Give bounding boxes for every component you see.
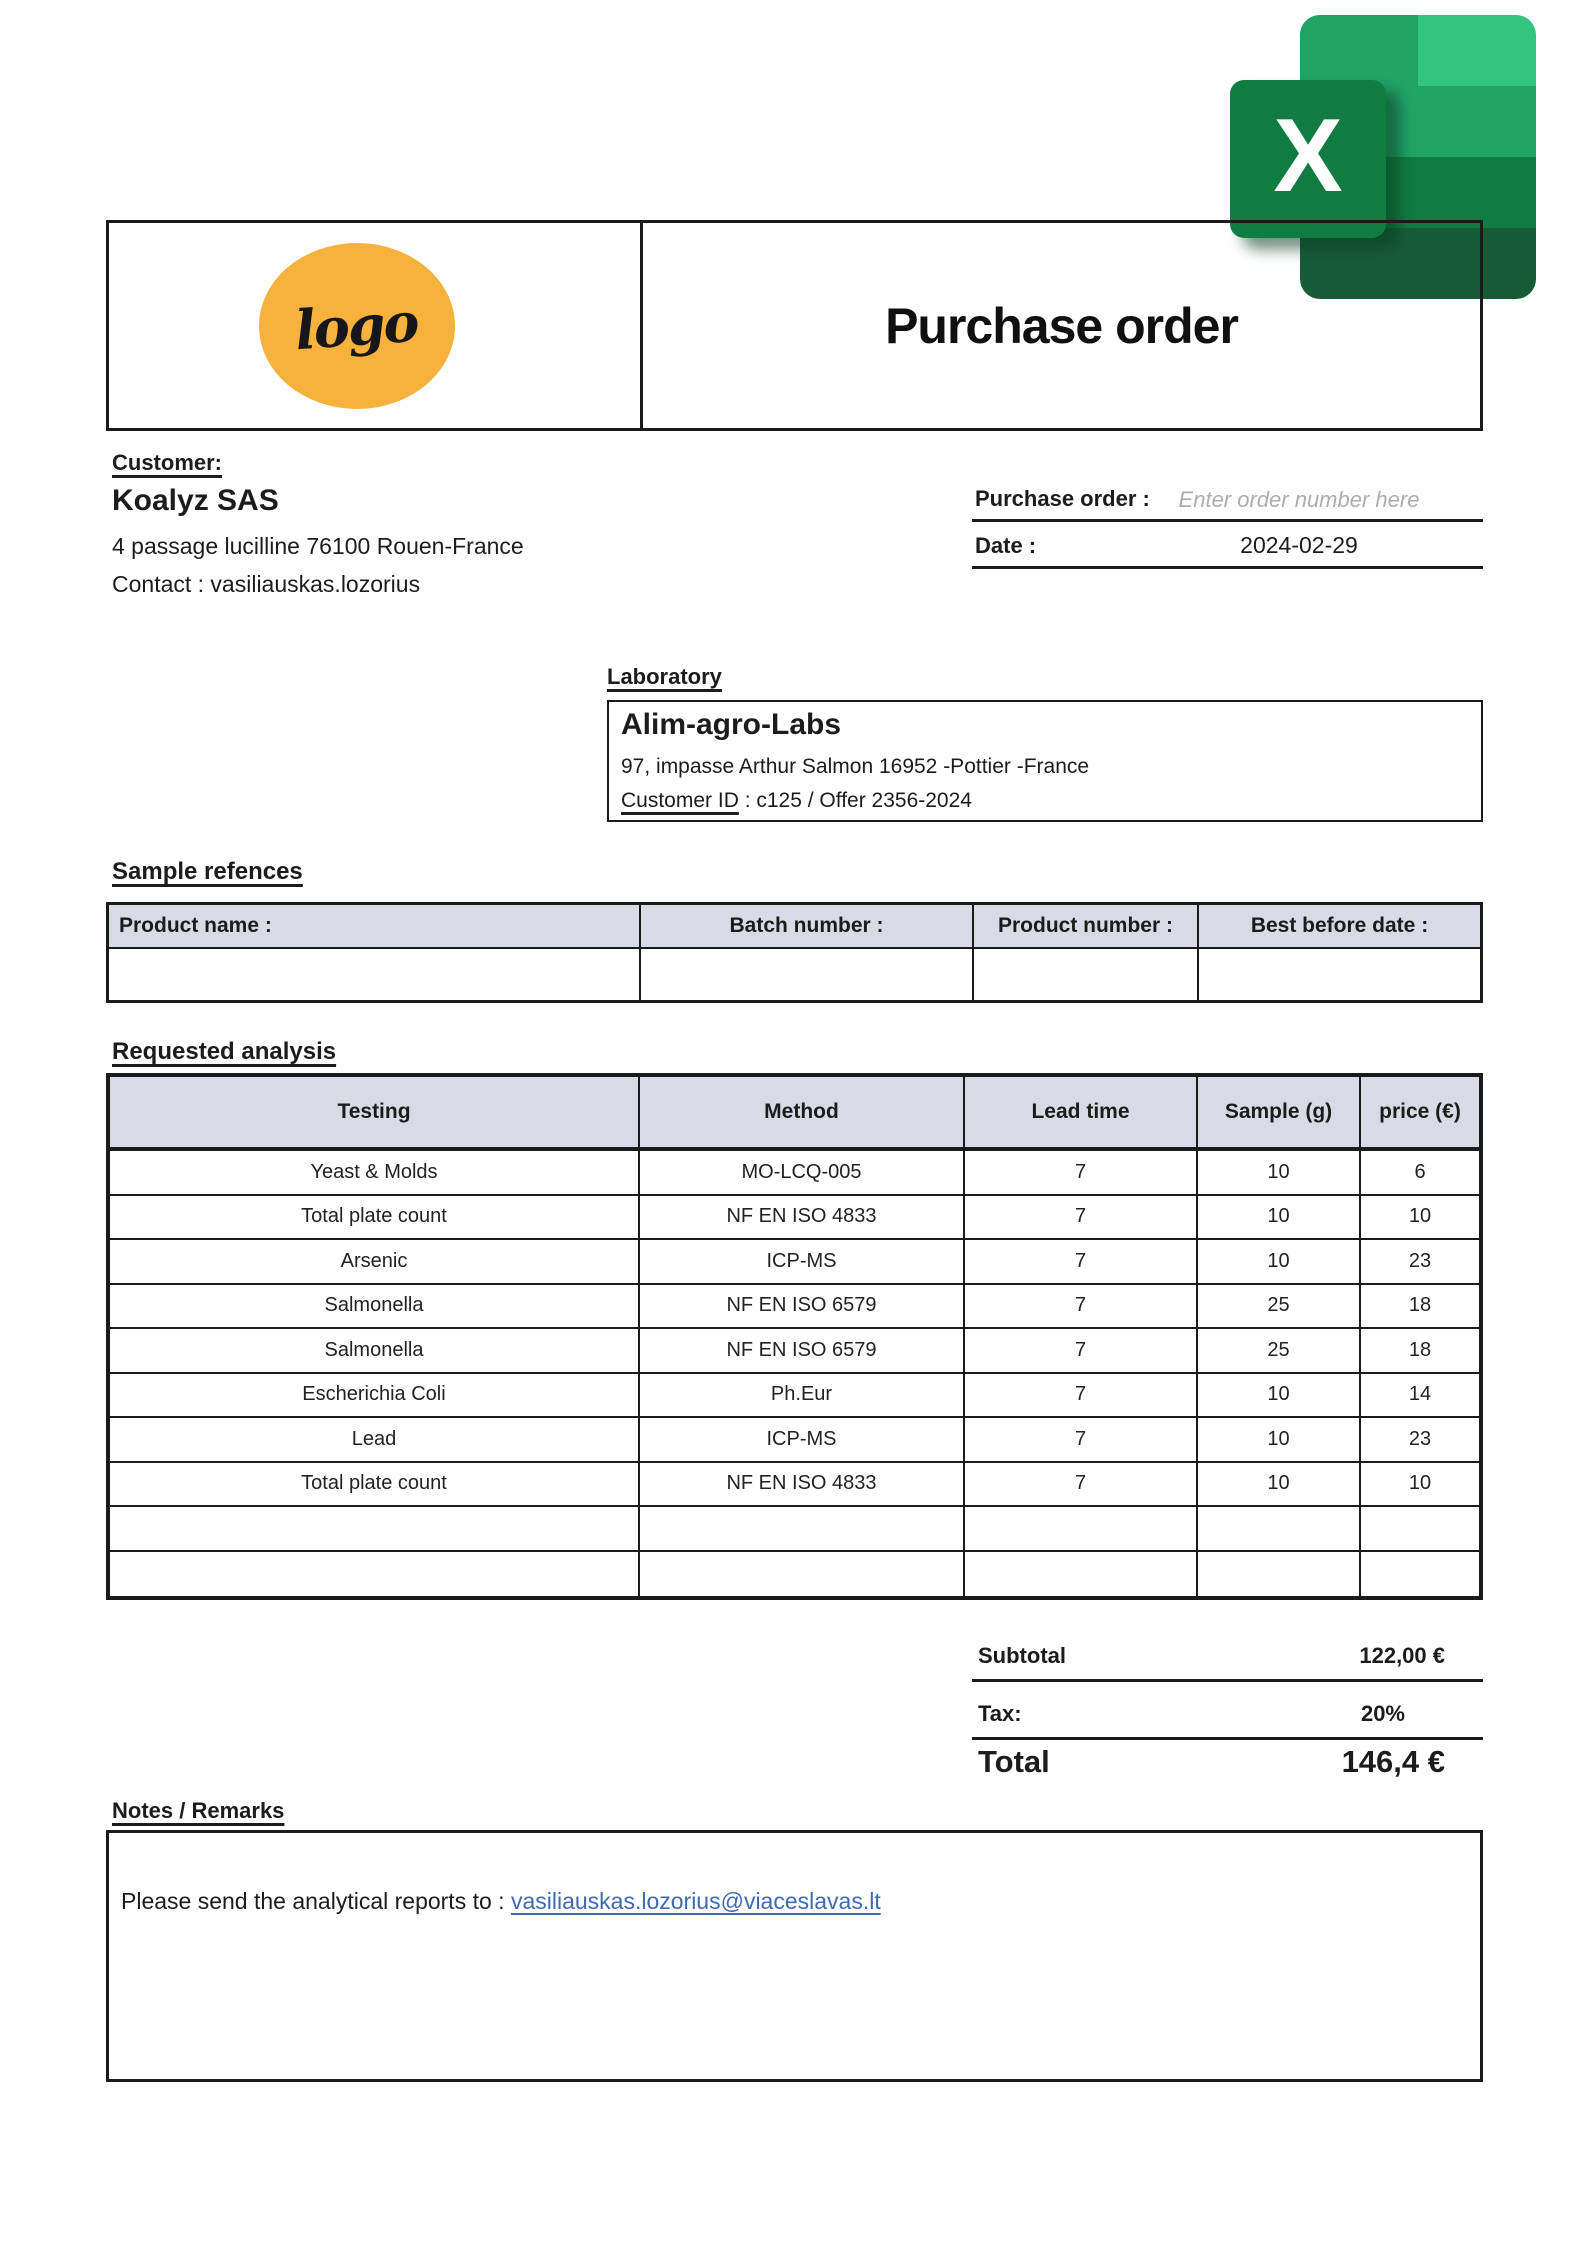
customer-section-label: Customer: bbox=[112, 450, 223, 475]
best-before-date-cell[interactable] bbox=[1199, 949, 1480, 1000]
method-cell: MO-LCQ-005 bbox=[640, 1151, 965, 1194]
sample-cell: 10 bbox=[1198, 1240, 1361, 1283]
analysis-empty-row bbox=[110, 1552, 1479, 1597]
sample-cell: 10 bbox=[1198, 1151, 1361, 1194]
price-cell: 23 bbox=[1408, 1427, 1432, 1450]
lead-time-cell: 7 bbox=[965, 1463, 1198, 1506]
testing-cell: Salmonella bbox=[110, 1329, 640, 1372]
lead-time-cell: 7 bbox=[965, 1418, 1198, 1461]
notes-box[interactable] bbox=[106, 1830, 1483, 2082]
column-header-product-number: Product number : bbox=[974, 905, 1199, 947]
price-cell: 23 bbox=[1408, 1249, 1432, 1272]
price-cell: 18 bbox=[1408, 1294, 1432, 1317]
sample-cell: 10 bbox=[1198, 1374, 1361, 1417]
date-label: Date : bbox=[975, 533, 1037, 558]
method-cell[interactable] bbox=[640, 1552, 965, 1597]
analysis-row bbox=[110, 1374, 1479, 1419]
order-number-input[interactable]: Enter order number here bbox=[1178, 487, 1420, 512]
customer-address: 4 passage lucilline 76100 Rouen-France bbox=[112, 533, 524, 559]
customer-name: Koalyz SAS bbox=[112, 484, 279, 517]
analysis-row bbox=[110, 1285, 1479, 1330]
column-header-price: price (€) bbox=[1379, 1100, 1461, 1123]
notes-text: Please send the analytical reports to : vasiliauskas.lozorius@viaceslavas.lt bbox=[121, 1888, 881, 1914]
method-cell: NF EN ISO 6579 bbox=[640, 1329, 965, 1372]
laboratory-address: 97, impasse Arthur Salmon 16952 -Pottier -France bbox=[621, 755, 1090, 778]
sample-references-heading: Sample refences bbox=[112, 858, 303, 885]
laboratory-customer-id bbox=[621, 789, 1469, 813]
total-label: Total bbox=[978, 1744, 1050, 1779]
excel-x-letter: X bbox=[1273, 98, 1343, 214]
customer-id-value: : c125 / Offer 2356-2024 bbox=[738, 789, 972, 812]
column-header-method: Method bbox=[640, 1077, 965, 1147]
price-cell: 10 bbox=[1408, 1205, 1432, 1228]
testing-cell: Arsenic bbox=[110, 1240, 640, 1283]
company-logo bbox=[259, 243, 455, 409]
laboratory-name: Alim-agro-Labs bbox=[621, 708, 842, 741]
price-cell[interactable] bbox=[1361, 1507, 1479, 1550]
sample-cell: 10 bbox=[1198, 1418, 1361, 1461]
lead-time-cell: 7 bbox=[965, 1374, 1198, 1417]
method-cell: ICP-MS bbox=[640, 1418, 965, 1461]
method-cell: Ph.Eur bbox=[640, 1374, 965, 1417]
testing-cell[interactable] bbox=[110, 1507, 640, 1550]
sample-cell: 10 bbox=[1198, 1196, 1361, 1239]
batch-number-cell[interactable] bbox=[641, 949, 974, 1000]
price-cell: 10 bbox=[1408, 1472, 1432, 1495]
testing-cell: Salmonella bbox=[110, 1285, 640, 1328]
product-name-cell[interactable] bbox=[109, 949, 641, 1000]
order-number-underline bbox=[972, 519, 1483, 522]
analysis-row bbox=[110, 1196, 1479, 1241]
price-cell: 18 bbox=[1408, 1338, 1432, 1361]
price-cell: 14 bbox=[1408, 1383, 1432, 1406]
analysis-row bbox=[110, 1151, 1479, 1196]
tax-label: Tax: bbox=[978, 1701, 1022, 1726]
analysis-row bbox=[110, 1329, 1479, 1374]
sample-cell[interactable] bbox=[1198, 1507, 1361, 1550]
method-cell: NF EN ISO 4833 bbox=[640, 1463, 965, 1506]
tax-underline bbox=[972, 1737, 1483, 1740]
requested-analysis-heading: Requested analysis bbox=[112, 1038, 337, 1065]
analysis-row bbox=[110, 1418, 1479, 1463]
column-header-batch-number: Batch number : bbox=[641, 905, 974, 947]
lead-time-cell: 7 bbox=[965, 1240, 1198, 1283]
testing-cell[interactable] bbox=[110, 1552, 640, 1597]
testing-cell: Total plate count bbox=[110, 1196, 640, 1239]
subtotal-label: Subtotal bbox=[978, 1643, 1066, 1668]
column-header-testing: Testing bbox=[110, 1077, 640, 1147]
analysis-empty-row bbox=[110, 1507, 1479, 1552]
product-number-cell[interactable] bbox=[974, 949, 1199, 1000]
sample-cell[interactable] bbox=[1198, 1552, 1361, 1597]
analysis-header-row bbox=[110, 1077, 1479, 1151]
column-header-product-name: Product name : bbox=[109, 905, 641, 947]
analysis-row bbox=[110, 1463, 1479, 1508]
sample-cell: 10 bbox=[1198, 1463, 1361, 1506]
date-underline bbox=[972, 566, 1483, 569]
subtotal-value: 122,00 € bbox=[1359, 1643, 1445, 1668]
sample-references-header-row bbox=[109, 905, 1480, 949]
customer-id-label: Customer ID bbox=[621, 789, 739, 812]
testing-cell: Yeast & Molds bbox=[110, 1151, 640, 1194]
lead-time-cell[interactable] bbox=[965, 1507, 1198, 1550]
purchase-order-label: Purchase order : bbox=[975, 486, 1150, 511]
lead-time-cell: 7 bbox=[965, 1285, 1198, 1328]
method-cell: NF EN ISO 6579 bbox=[640, 1285, 965, 1328]
testing-cell: Total plate count bbox=[110, 1463, 640, 1506]
lead-time-cell: 7 bbox=[965, 1196, 1198, 1239]
laboratory-box bbox=[607, 700, 1483, 822]
price-cell[interactable] bbox=[1361, 1552, 1479, 1597]
laboratory-section-label: Laboratory bbox=[607, 664, 722, 689]
sample-references-input-row bbox=[109, 949, 1480, 1000]
logo-text: logo bbox=[293, 289, 420, 362]
method-cell: ICP-MS bbox=[640, 1240, 965, 1283]
lead-time-cell: 7 bbox=[965, 1151, 1198, 1194]
customer-contact: Contact : vasiliauskas.lozorius bbox=[112, 571, 421, 597]
title-cell bbox=[643, 223, 1480, 428]
requested-analysis-table bbox=[106, 1073, 1483, 1600]
logo-cell bbox=[109, 223, 643, 428]
date-field[interactable]: 2024-02-29 bbox=[1240, 532, 1358, 558]
column-header-best-before-date: Best before date : bbox=[1250, 914, 1429, 937]
page-title: Purchase order bbox=[885, 297, 1238, 354]
lead-time-cell[interactable] bbox=[965, 1552, 1198, 1597]
analysis-row bbox=[110, 1240, 1479, 1285]
testing-cell: Escherichia Coli bbox=[110, 1374, 640, 1417]
subtotal-underline bbox=[972, 1679, 1483, 1682]
report-email-link[interactable]: vasiliauskas.lozorius@viaceslavas.lt bbox=[510, 1888, 881, 1914]
sample-references-table bbox=[106, 902, 1483, 1003]
testing-cell: Lead bbox=[110, 1418, 640, 1461]
method-cell[interactable] bbox=[640, 1507, 965, 1550]
tax-value: 20% bbox=[1360, 1701, 1405, 1726]
column-header-lead-time: Lead time bbox=[965, 1077, 1198, 1147]
sample-cell: 25 bbox=[1198, 1285, 1361, 1328]
method-cell: NF EN ISO 4833 bbox=[640, 1196, 965, 1239]
document-header bbox=[106, 220, 1483, 431]
notes-heading: Notes / Remarks bbox=[112, 1798, 285, 1823]
column-header-sample-g: Sample (g) bbox=[1198, 1077, 1361, 1147]
total-value: 146,4 € bbox=[1341, 1744, 1445, 1779]
price-cell: 6 bbox=[1414, 1160, 1426, 1183]
lead-time-cell: 7 bbox=[965, 1329, 1198, 1372]
excel-x-tile bbox=[1230, 80, 1386, 238]
sample-cell: 25 bbox=[1198, 1329, 1361, 1372]
